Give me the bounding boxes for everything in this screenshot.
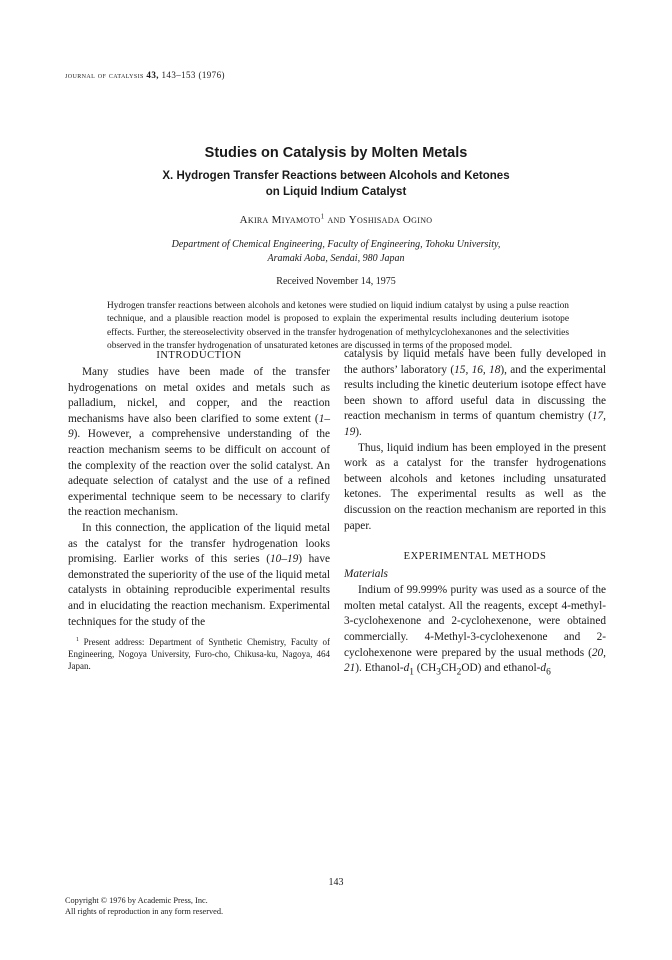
introduction-heading: INTRODUCTION xyxy=(156,350,242,361)
left-column xyxy=(68,347,330,672)
copyright-line-1: Copyright © 1976 by Academic Press, Inc. xyxy=(65,896,208,905)
affiliation xyxy=(0,238,672,266)
paper-title: Studies on Catalysis by Molten Metals xyxy=(204,145,468,161)
experimental-methods-heading: EXPERIMENTAL METHODS xyxy=(403,551,547,563)
abstract: Hydrogen transfer reactions between alcohols and ketones were studied on liquid indium catalyst by using a pulse reaction technique, and a plausible reaction model is proposed to explain the experimental results including deuterium isotope effects. Further, the stereoselectivity observed in the transfer hydrogenation of methylcyclohexanones and the selectivities observed in the transfer hydrogenation of unsaturated ketones are discussed in terms of the proposed model. xyxy=(107,301,569,352)
citation: 17, 19 xyxy=(344,410,606,438)
intro-paragraph-3: Thus, liquid indium has been employed in the present work as a catalyst for the transfer hydrogenations between alcohols and ketones including unsaturated ketones. The experimental results as well as the discussion on the reaction mechanism are reported in this paper. xyxy=(344,441,606,532)
journal-pages: 143–153 (1976) xyxy=(161,70,225,80)
citation: 15, 16, 18 xyxy=(454,363,501,376)
citation: 10–19 xyxy=(270,553,299,566)
subtitle-line-2: on Liquid Indium Catalyst xyxy=(265,186,407,198)
right-column xyxy=(344,347,606,681)
author-1: Akira Miyamoto xyxy=(239,214,321,226)
journal-name: journal of catalysis xyxy=(65,70,144,80)
intro-paragraph-2: In this connection, the application of the liquid metal as the catalyst for the transfer hydrogenation looks promising. Earlier works of this series (10–19) have demonstrated the superiority of the use of the liquid metal catalysts in obtaining reproducible experimental results and in elucidating the reaction mechanism. Experimental techniques for the study of the xyxy=(68,521,330,628)
author-list xyxy=(0,214,672,226)
running-head xyxy=(65,70,225,80)
copyright-notice xyxy=(65,896,223,917)
affiliation-line-2: Aramaki Aoba, Sendai, 980 Japan xyxy=(267,253,405,264)
received-date: Received November 14, 1975 xyxy=(276,276,396,287)
intro-paragraph-1: Many studies have been made of the transfer hydrogenations on metal oxides and metals such as palladium, nickel, and copper, and the reaction mechanisms have also been clarified to some extent (1–9). However, a comprehensive understanding of the reaction mechanism seems to be difficult on account of the complexity of the reaction over the solid catalyst. An adequate selection of catalyst and the use of a refined experimental technique seem to be necessary to clarify the reaction mechanism. xyxy=(68,366,330,519)
author-joiner: and xyxy=(327,214,346,226)
materials-paragraph: Indium of 99.999% purity was used as a source of the molten metal catalyst. All the reagents, except 4-methyl-3-cyclohexenone and 2-cyclohexenone, were obtained commercially. 4-Methyl-3-cyclohexenone and 2-cyclohexenone were prepared by the usual methods (20, 21). Ethanol-$d_1$ $(CH_3CH_2OD)$ and ethanol-$d_6$ xyxy=(344,584,606,678)
materials-subheading: Materials xyxy=(344,568,388,581)
citation: 1–9 xyxy=(68,412,330,441)
footnote-mark: 1 xyxy=(76,637,79,644)
journal-volume: 43, xyxy=(146,70,159,80)
page-number: 143 xyxy=(328,877,344,888)
footnote xyxy=(68,636,330,672)
intro-paragraph-continued: catalysis by liquid metals have been fully developed in the authors’ laboratory (15, 16, 18), and the experimental results including the kinetic deuterium isotope effect have been shown to afford useful data in discussing the reaction mechanism in terms of quantum chemistry (17, 19). xyxy=(344,348,607,438)
author-2: Yoshisada Ogino xyxy=(348,214,433,226)
citation: 20, 21 xyxy=(344,646,606,675)
author-1-footnote-mark: 1 xyxy=(320,212,325,221)
paper-subtitle xyxy=(0,168,672,200)
copyright-line-2: All rights of reproduction in any form reserved. xyxy=(65,906,224,916)
footnote-text: Present address: Department of Synthetic Chemistry, Faculty of Engineering, Nogoya University, Furo-cho, Chikusa-ku, Nagoya, 464 Japan. xyxy=(68,637,330,672)
subtitle-line-1: X. Hydrogen Transfer Reactions between Alcohols and Ketones xyxy=(162,170,510,182)
affiliation-line-1: Department of Chemical Engineering, Faculty of Engineering, Tohoku University, xyxy=(171,239,501,250)
